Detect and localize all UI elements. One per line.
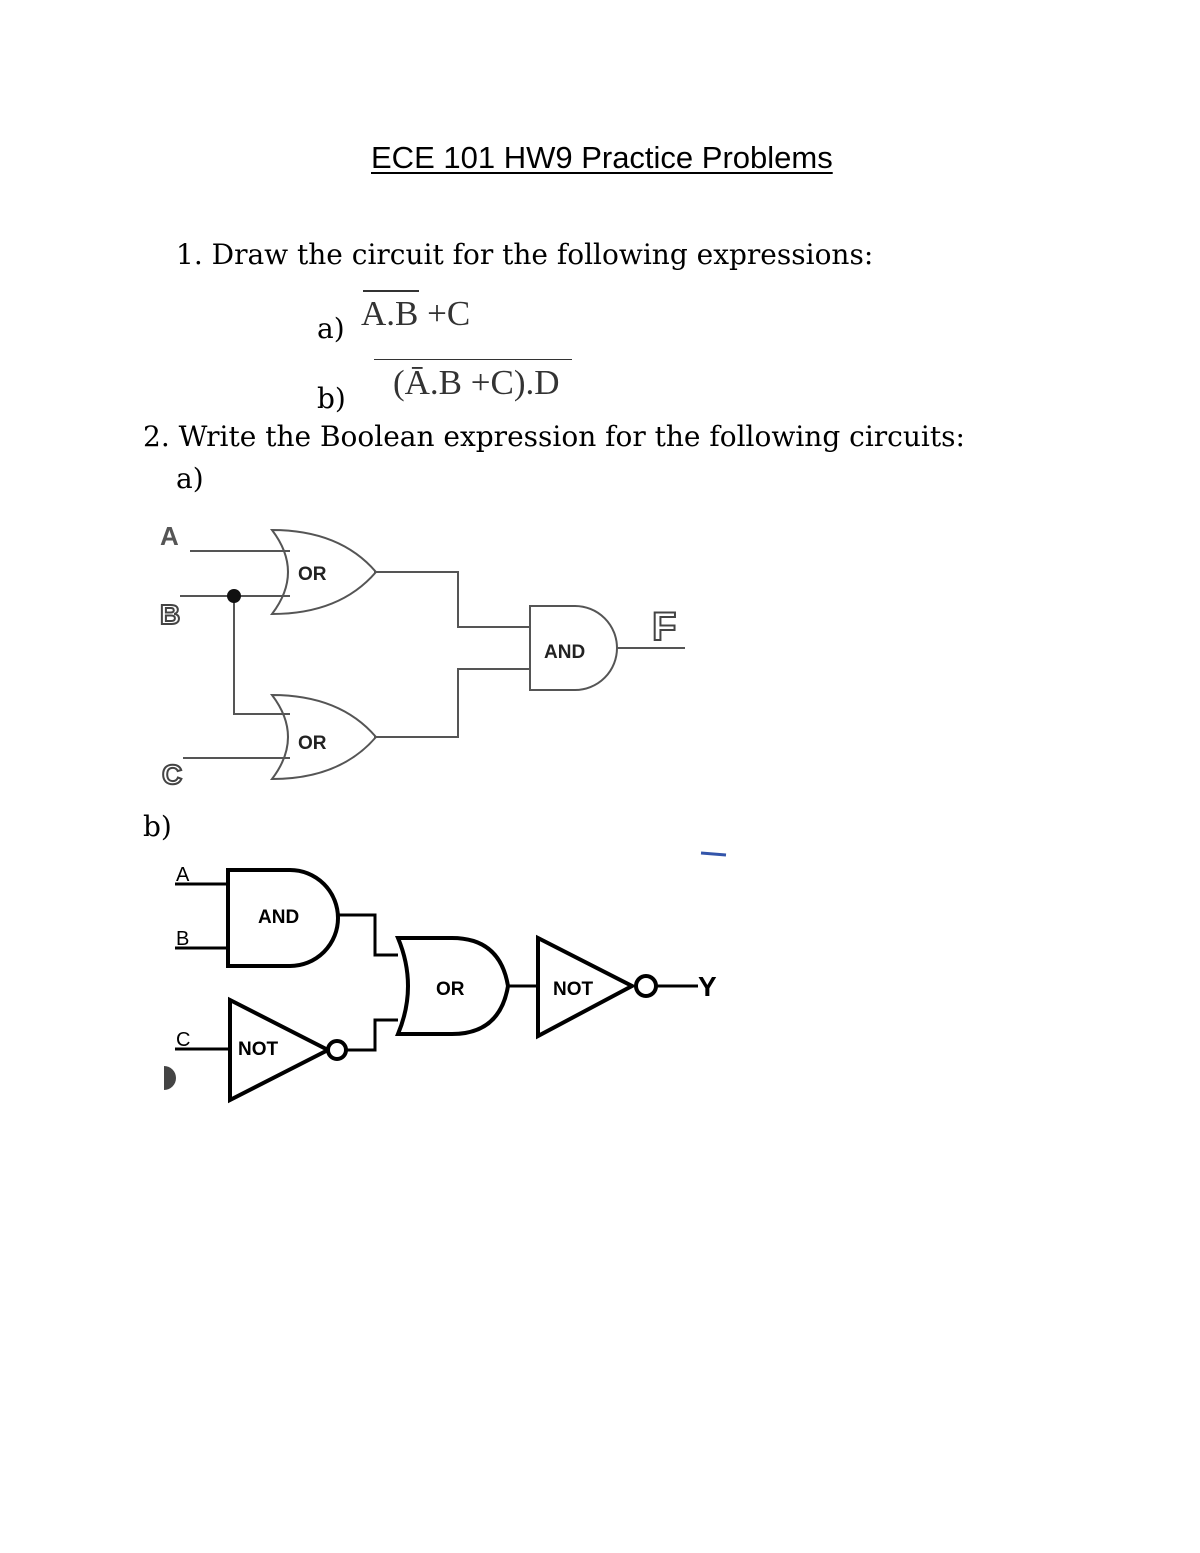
question-2b-label: b): [143, 810, 172, 843]
or-gate-1-label: OR: [298, 564, 327, 585]
circuit-b-input-b: B: [176, 928, 190, 950]
circuit-b-not-bubble-2: [636, 976, 656, 996]
page-title: ECE 101 HW9 Practice Problems: [371, 140, 833, 175]
wire-not1-to-or: [346, 1020, 398, 1050]
or-gate-2-label: OR: [298, 733, 327, 754]
circuit-b-or-label: OR: [436, 979, 465, 1000]
circuit-b-not-bubble-1: [328, 1041, 346, 1059]
circuit-b: [164, 853, 726, 1100]
circuit-a: [160, 521, 685, 790]
circuit-a-input-c: C: [162, 759, 183, 790]
stray-mark: [701, 853, 726, 855]
circuit-b-not-2-label: NOT: [553, 979, 594, 1000]
question-1b-label: b): [317, 382, 346, 415]
question-2-prompt: 2. Write the Boolean expression for the following circuits:: [143, 420, 965, 453]
stray-blob: [164, 1066, 176, 1090]
wire-or1-to-and: [374, 572, 530, 627]
wire-or2-to-and: [374, 669, 530, 737]
question-2a-label: a): [176, 462, 204, 495]
circuit-b-input-c: C: [176, 1029, 191, 1051]
circuit-a-output-f: F: [652, 605, 677, 649]
circuit-b-not-1-label: NOT: [238, 1039, 279, 1060]
circuit-b-input-a: A: [176, 864, 190, 886]
junction-dot: [227, 589, 241, 603]
question-1a-expression: A.B +C: [361, 294, 471, 333]
circuit-a-input-b: B: [160, 599, 181, 630]
circuit-a-input-a: A: [160, 521, 179, 551]
circuit-b-and-label: AND: [258, 907, 300, 928]
question-1b-expression: (Ā.B +C).D: [393, 363, 560, 402]
question-1-prompt: 1. Draw the circuit for the following expressions:: [176, 238, 874, 271]
question-1a-label: a): [317, 312, 345, 345]
circuit-b-output-y: Y: [698, 971, 717, 1002]
and-gate-label: AND: [544, 642, 586, 663]
wire-and-to-or: [336, 915, 398, 955]
